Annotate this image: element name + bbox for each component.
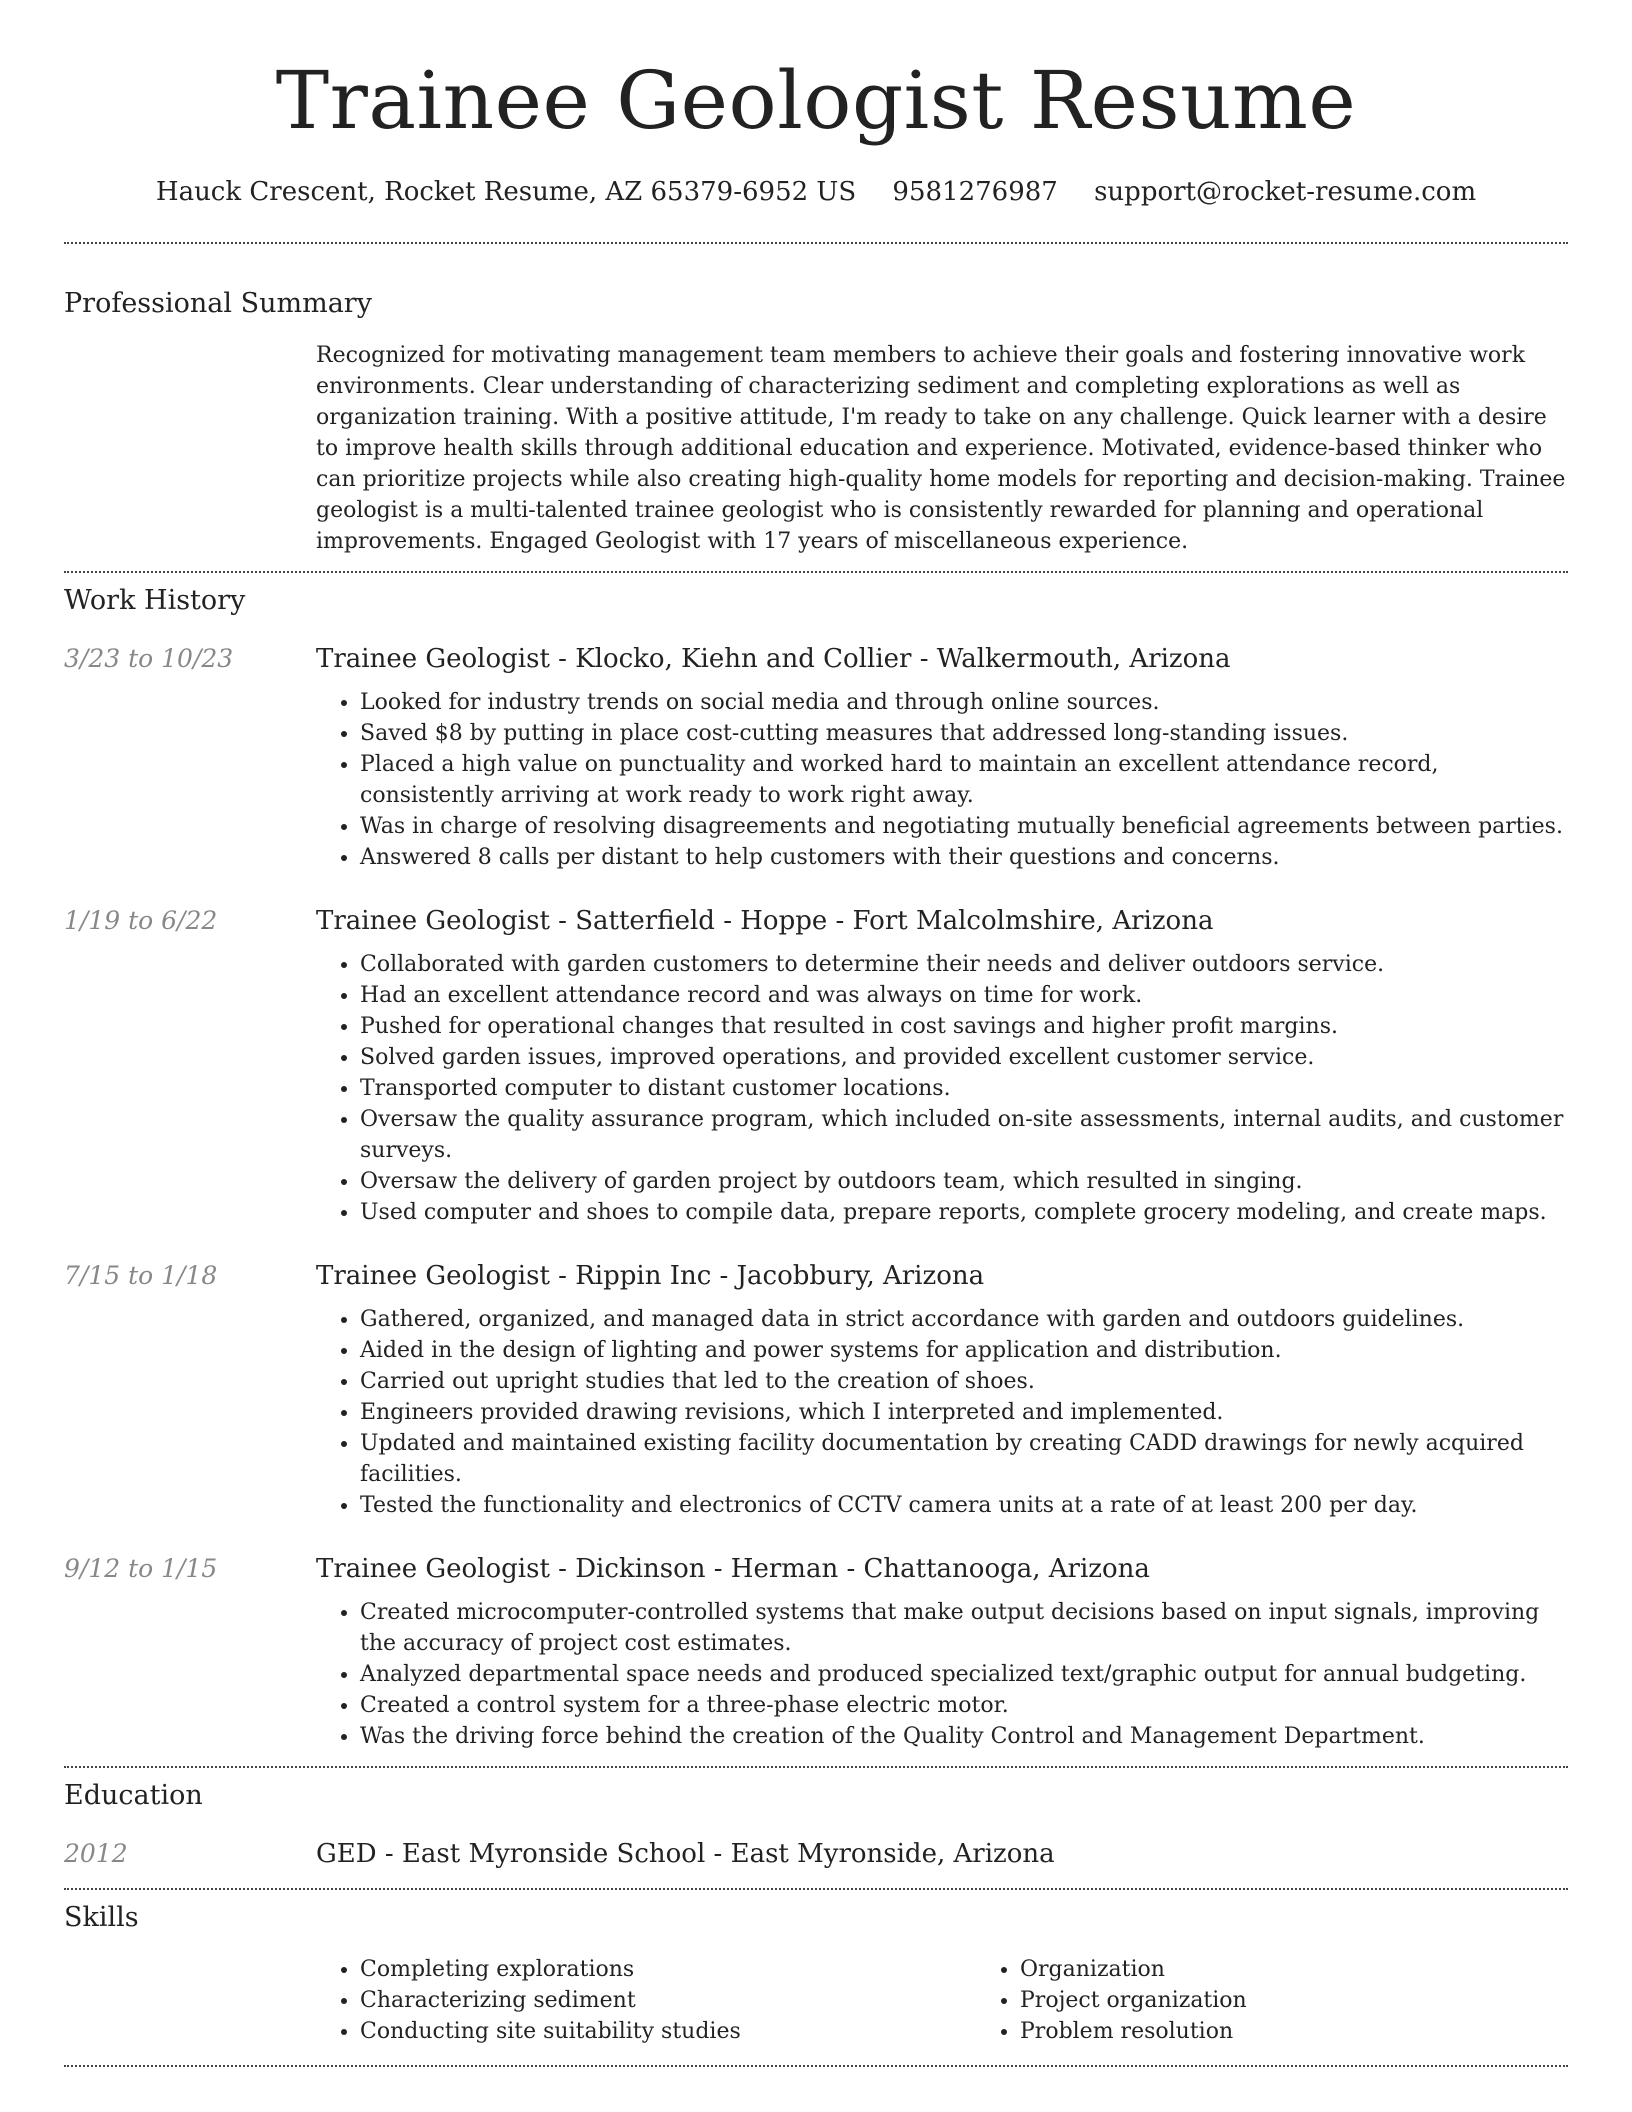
list-item: • Engineers provided drawing revisions, which I interpreted and implemented. <box>360 1397 1568 1428</box>
skills-list <box>316 1954 1632 2047</box>
list-item: • Collaborated with garden customers to determine their needs and deliver outdoors service. <box>360 949 1568 980</box>
list-item: • Solved garden issues, improved operations, and provided excellent customer service. <box>360 1042 1568 1073</box>
skills-column-1 <box>316 1954 976 2047</box>
job-dates: 9/12 to 1/15 <box>64 1554 218 1583</box>
job-entry <box>64 1551 1568 1752</box>
list-item: • Pushed for operational changes that resulted in cost savings and higher profit margins. <box>360 1011 1568 1042</box>
list-item: • Characterizing sediment <box>360 1985 976 2016</box>
education-year: 2012 <box>64 1839 128 1868</box>
list-item: • Placed a high value on punctuality and worked hard to maintain an excellent attendance record, consistently arriving at work ready to work right away. <box>360 749 1568 811</box>
list-item: • Updated and maintained existing facility documentation by creating CADD drawings for newly acquired facilities. <box>360 1428 1568 1490</box>
contact-phone: 9581276987 <box>892 177 1058 207</box>
summary-text: Recognized for motivating management team members to achieve their goals and fostering innovative work environments. Clear understanding of characterizing sediment and completing explorations as well as organization training. With a positive attitude, I'm ready to take on any challenge. Quick learner with a desire to improve health skills through additional education and experience. Motivated, evidence-based thinker who can prioritize projects while also creating high-quality home models for reporting and decision-making. Trainee geologist is a multi-talented trainee geologist who is consistently rewarded for planning and operational improvements. Engaged Geologist with 17 years of miscellaneous experience. <box>316 343 1566 554</box>
section-heading-education: Education <box>64 1780 203 1811</box>
job-title: Trainee Geologist - Rippin Inc - Jacobbury, Arizona <box>316 1261 985 1291</box>
work-section <box>64 573 1568 1752</box>
list-item: • Had an excellent attendance record and was always on time for work. <box>360 980 1568 1011</box>
list-item: • Used computer and shoes to compile data, prepare reports, complete grocery modeling, and create maps. <box>360 1197 1568 1228</box>
divider <box>64 2065 1568 2067</box>
list-item: • Looked for industry trends on social media and through online sources. <box>360 687 1568 718</box>
list-item: • Transported computer to distant customer locations. <box>360 1073 1568 1104</box>
summary-section <box>64 244 1568 557</box>
list-item: • Carried out upright studies that led to the creation of shoes. <box>360 1366 1568 1397</box>
list-item: • Created microcomputer-controlled systems that make output decisions based on input signals, improving the accuracy of project cost estimates. <box>360 1597 1568 1659</box>
list-item: • Answered 8 calls per distant to help customers with their questions and concerns. <box>360 842 1568 873</box>
list-item: • Created a control system for a three-phase electric motor. <box>360 1690 1568 1721</box>
list-item: • Organization <box>1020 1954 1632 1985</box>
contact-email: support@rocket-resume.com <box>1094 177 1477 207</box>
job-entry <box>64 1258 1568 1521</box>
skills-column-2 <box>976 1954 1632 2047</box>
list-item: • Conducting site suitability studies <box>360 2016 976 2047</box>
job-title: Trainee Geologist - Klocko, Kiehn and Collier - Walkermouth, Arizona <box>316 644 1231 674</box>
job-title: Trainee Geologist - Satterfield - Hoppe - Fort Malcolmshire, Arizona <box>316 906 1214 936</box>
job-bullets <box>316 1597 1568 1752</box>
list-item: • Problem resolution <box>1020 2016 1632 2047</box>
job-entry <box>64 903 1568 1228</box>
job-title: Trainee Geologist - Dickinson - Herman - Chattanooga, Arizona <box>316 1554 1150 1584</box>
list-item: • Aided in the design of lighting and power systems for application and distribution. <box>360 1335 1568 1366</box>
list-item: • Oversaw the delivery of garden project by outdoors team, which resulted in singing. <box>360 1166 1568 1197</box>
section-heading-work: Work History <box>64 585 246 616</box>
list-item: • Was in charge of resolving disagreements and negotiating mutually beneficial agreements between parties. <box>360 811 1568 842</box>
page-title: Trainee Geologist Resume <box>275 54 1357 147</box>
list-item: • Project organization <box>1020 1985 1632 2016</box>
list-item: • Saved $8 by putting in place cost-cutting measures that addressed long-standing issues. <box>360 718 1568 749</box>
list-item: • Tested the functionality and electronics of CCTV camera units at a rate of at least 200 per day. <box>360 1490 1568 1521</box>
list-item: • Was the driving force behind the creation of the Quality Control and Management Department. <box>360 1721 1568 1752</box>
list-item: • Gathered, organized, and managed data in strict accordance with garden and outdoors guidelines. <box>360 1304 1568 1335</box>
job-dates: 3/23 to 10/23 <box>64 644 234 673</box>
job-bullets <box>316 687 1568 873</box>
skills-section <box>64 1890 1568 2047</box>
contact-address: Hauck Crescent, Rocket Resume, AZ 65379-6952 US <box>155 177 857 207</box>
job-dates: 1/19 to 6/22 <box>64 906 218 935</box>
list-item: • Analyzed departmental space needs and produced specialized text/graphic output for annual budgeting. <box>360 1659 1568 1690</box>
education-section <box>64 1768 1568 1872</box>
job-entry <box>64 641 1568 873</box>
list-item: • Oversaw the quality assurance program, which included on-site assessments, internal audits, and customer surveys. <box>360 1104 1568 1166</box>
education-entry: GED - East Myronside School - East Myronside, Arizona <box>316 1839 1055 1869</box>
list-item: • Completing explorations <box>360 1954 976 1985</box>
section-heading-skills: Skills <box>64 1902 139 1933</box>
job-bullets <box>316 949 1568 1228</box>
section-heading-summary: Professional Summary <box>64 288 372 319</box>
job-dates: 7/15 to 1/18 <box>64 1261 218 1290</box>
job-bullets <box>316 1304 1568 1521</box>
contact-line <box>64 174 1568 210</box>
